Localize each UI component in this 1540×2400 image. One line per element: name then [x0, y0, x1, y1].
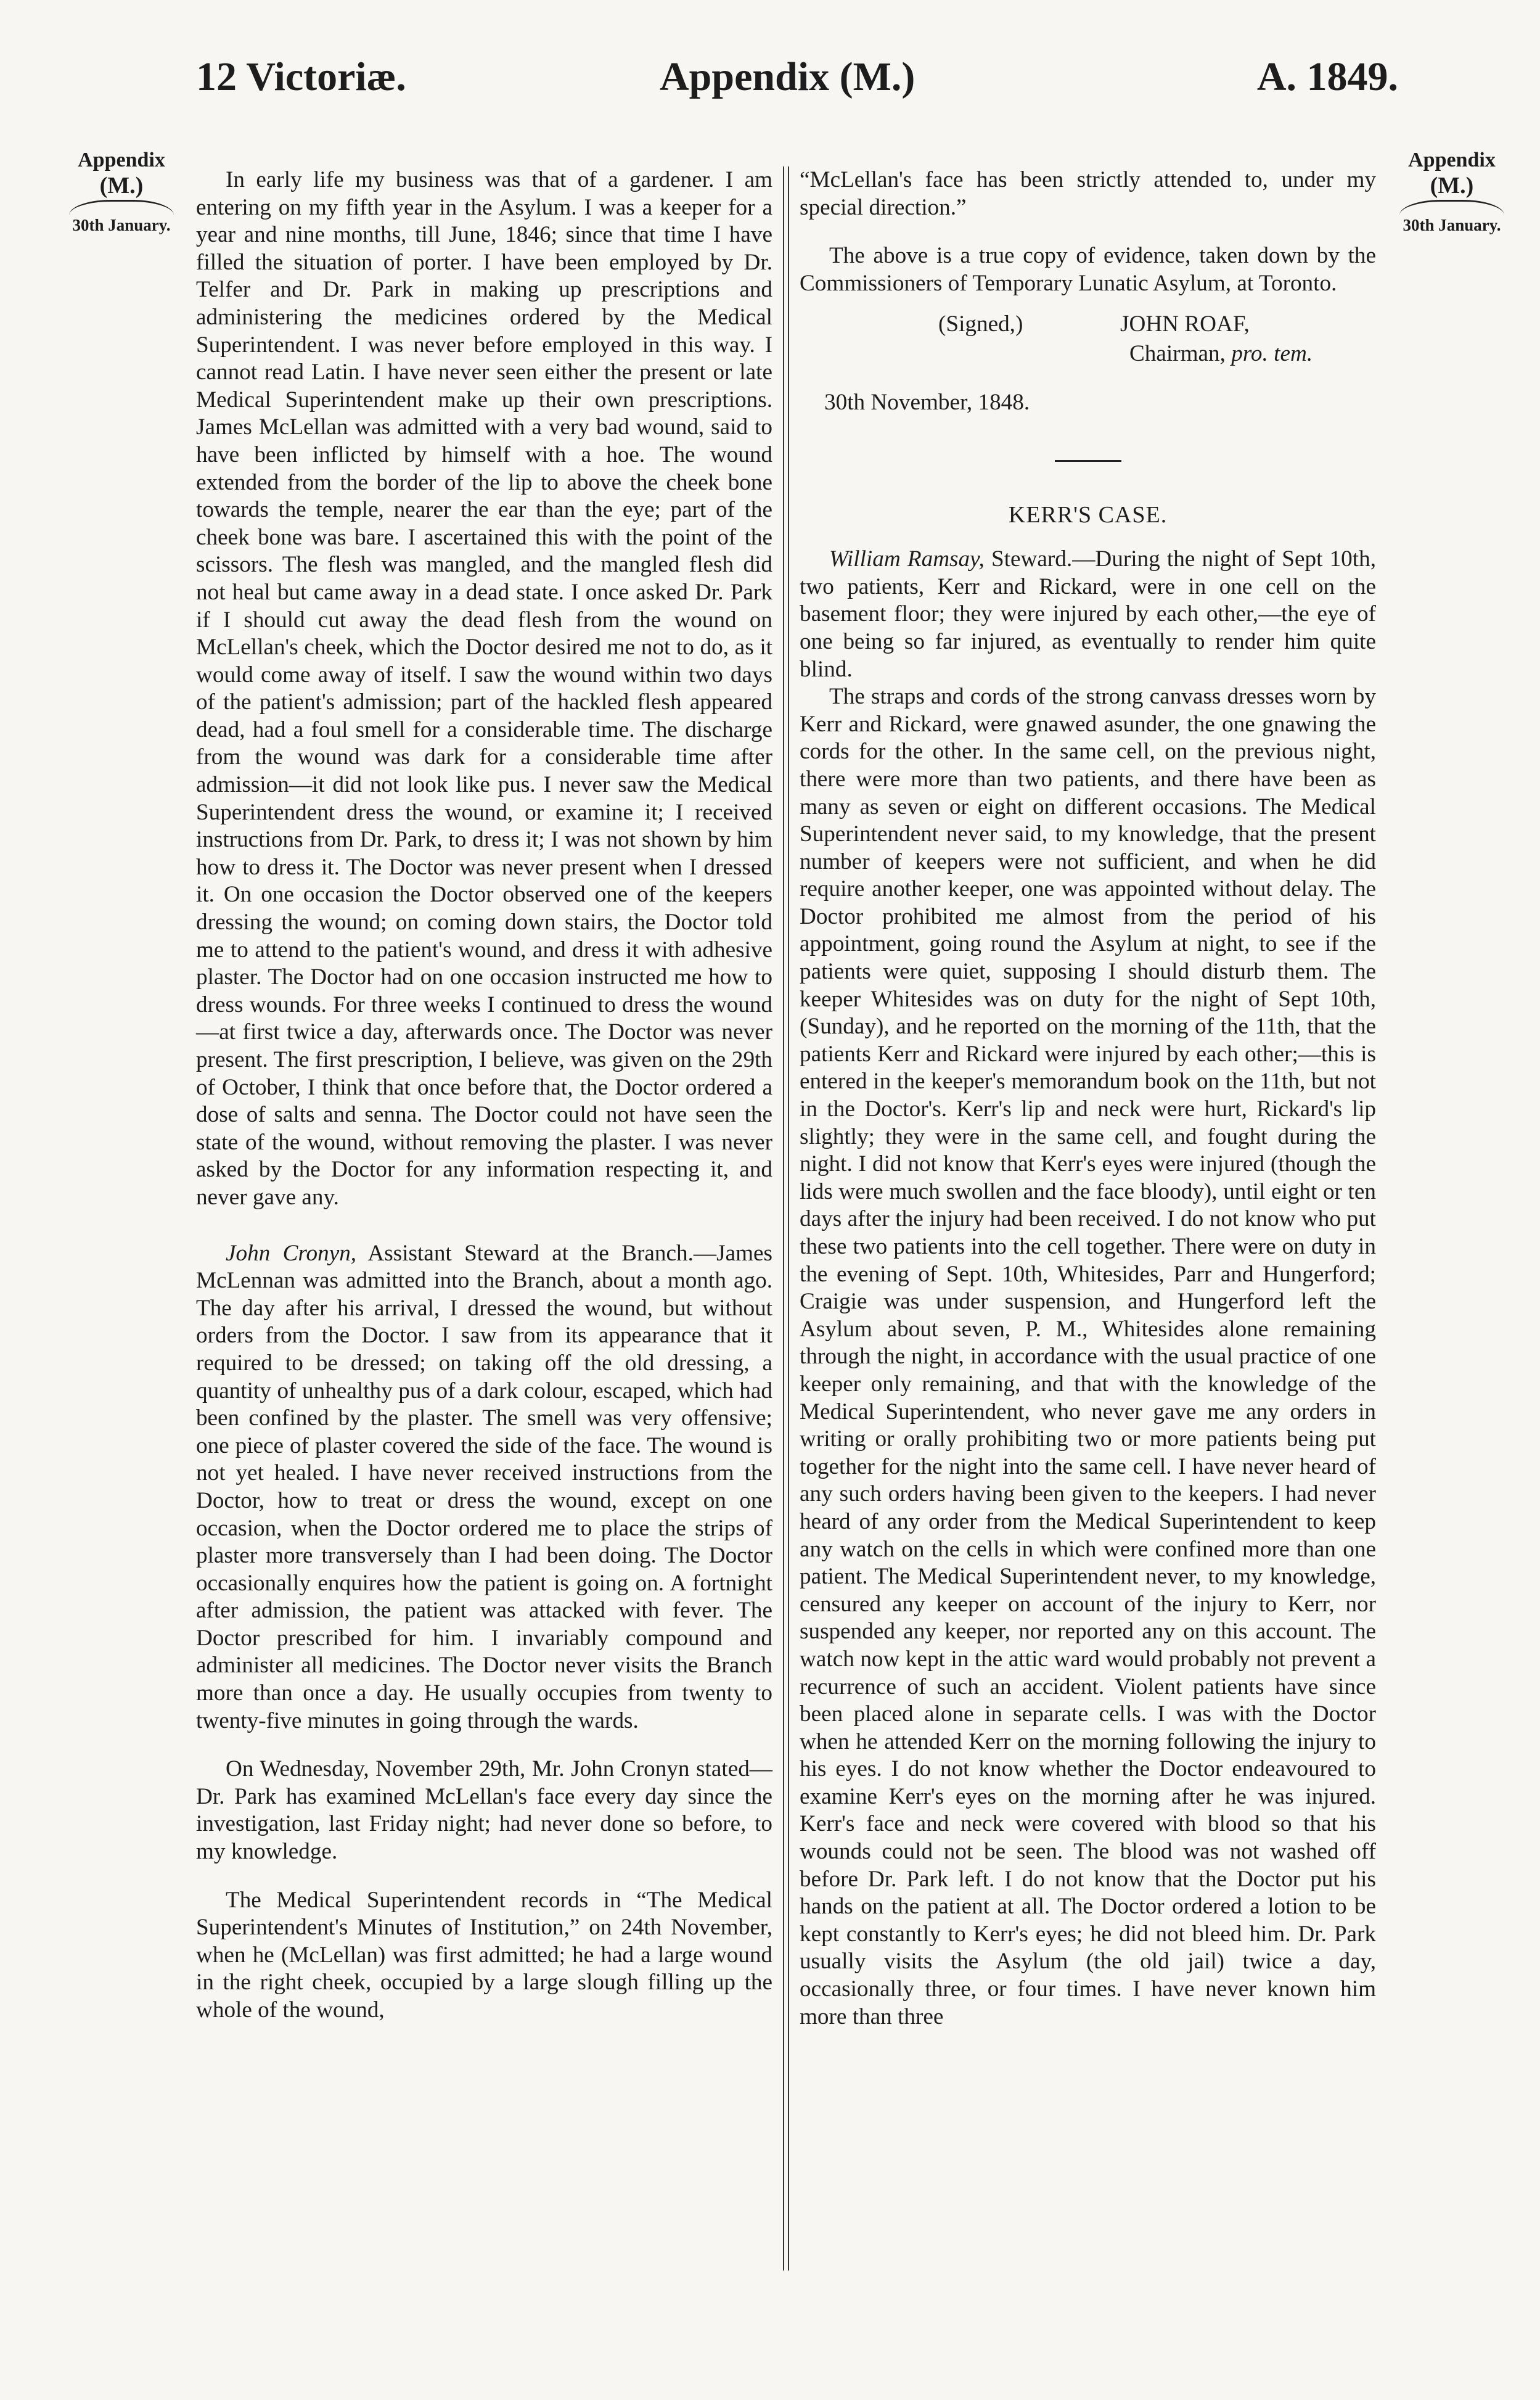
left-column [196, 166, 772, 2024]
margin-note-letter: (M.) [99, 173, 144, 199]
right-column [800, 166, 1376, 2031]
case-heading: KERR'S CASE. [1008, 501, 1168, 528]
testimony-paragraph: The straps and cords of the strong canvass dresses worn by Kerr and Rickard, were gnawed asunder, the one gnawing the cords for the other. In the same cell, on the previous night, there were more than two patients, and there have been as many as seven or eight on different occasions. The Medical Superintendent never said, to my knowledge, that the present number of keepers were not sufficient, and when he did require another keeper, one was appointed without delay. The Doctor prohibited me almost from the period of his appointment, going round the Asylum at night, to see if the patients were quiet, supposing I should disturb them. The keeper Whitesides was on duty for the night of Sept 10th, (Sunday), and he reported on the morning of the 11th, that the patients Kerr and Rickard were injured by each other;—this is entered in the keeper's memorandum book on the 11th, but not in the Doctor's. Kerr's lip and neck were hurt, Rickard's lip slightly; they were in the same cell, and fought during the night. I did not know that Kerr's eyes were injured (though the lids were much swollen and the face bloody), until eight or ten days after the injury had been received. I do not know who put these two patients into the cell together. There were on duty in the evening of Sept. 10th, Whitesides, Parr and Hungerford; Craigie was under suspension, and Hungerford left the Asylum about seven, P. M., Whitesides alone remaining through the night, in accordance with the usual practice of one keeper only remaining, and that with the knowledge of the Medical Superintendent, who never gave me any orders in writing or orally prohibiting two or more patients being put together for the night into the same cell. I have never heard of any such orders having been given to the keepers. I had never heard of any order from the Medical Superintendent to keep any watch on the cells in which were confined more than one patient. The Medical Superintendent never, to my knowledge, censured any keeper on account of the injury to Kerr, nor suspended any keeper, nor reported any on this account. The watch now kept in the attic ward would probably not prevent a recurrence of such an accident. Violent patients have since been placed alone in separate cells. I was with the Doctor when he attended Kerr on the morning following the injury to his eyes. I do not know whether the Doctor endeavoured to examine Kerr's eyes on the morning after he was injured. Kerr's face and neck were covered with blood so that his wounds could not be seen. The blood was not washed off before Dr. Park left. I do not know that the Doctor put his hands on the patient at all. The Doctor ordered a lotion to be kept constantly to Kerr's eyes; he did not bleed him. Dr. Park usually visits the Asylum (the old jail) twice a day, occasionally three, or four times. I have never known him more than three [800, 684, 1376, 2029]
title-suffix: pro. tem. [1231, 341, 1313, 367]
ramsay-testimony [800, 546, 1376, 683]
section-rule [1055, 460, 1121, 462]
certification-statement: The above is a true copy of evidence, taken down by the Commissioners of Temporary Lunatic Asylum, at Toronto. [800, 243, 1376, 296]
witness-name: William Ramsay, [829, 546, 985, 572]
document-date: 30th November, 1848. [824, 389, 1030, 415]
signatory-name: JOHN ROAF, [1120, 311, 1250, 337]
superintendent-record: The Medical Superintendent records in “The Medical Superintendent's Minutes of Institution,” on 24th November, when he (McLellan) was first admitted; he had a large wound in the right cheek, occupied by a large slough filling up the whole of the wound, [196, 1887, 772, 2023]
testimony-paragraph: In early life my business was that of a gardener. I am entering on my fifth year in the Asylum. I was a keeper for a year and nine months, till June, 1846; since that time I have filled the situation of porter. I have been employed by Dr. Telfer and Dr. Park in making up prescriptions and administering the medicines ordered by the Medical Superintendent. I was never before employed in this way. I cannot read Latin. I have never seen either the present or late Medical Superintendent make up their own prescriptions. James McLellan was admitted with a very bad wound, said to have been inflicted by himself with a hoe. The wound extended from the border of the lip to above the cheek bone towards the temple, nearer the ear than the eye; part of the cheek bone was bare. I ascertained this with the point of the scissors. The flesh was mangled, and the mangled flesh did not heal but came away in a dead state. I once asked Dr. Park if I should cut away the dead flesh from the wound on McLellan's cheek, which the Doctor desired me not to do, as it would come away of itself. I saw the wound within two days of the patient's admission; part of the hackled flesh appeared dead, had a foul smell for a considerable time. The discharge from the wound was dark for a considerable time after admission—it did not look like pus. I never saw the Medical Superintendent dress the wound, or examine it; I received instructions from Dr. Park, to dress it; I was not shown by him how to dress it. The Doctor was never present when I dressed it. On one occasion the Doctor observed one of the keepers dressing the wound; on coming down stairs, the Doctor told me to attend to the patient's wound, and dress it with adhesive plaster. The Doctor had on one occasion instructed me how to dress wounds. For three weeks I continued to dress the wound—at first twice a day, afterwards once. The Doctor was never present. The first prescription, I believe, was given on the 29th of October, I think that once before that, the Doctor ordered a dose of salts and senna. The Doctor could not have seen the state of the wound, without removing the plaster. I was never asked by the Doctor for any information respecting it, and never gave any. [196, 167, 772, 1210]
signed-label: (Signed,) [938, 311, 1023, 337]
cronyn-statement: On Wednesday, November 29th, Mr. John Cronyn stated—Dr. Park has examined McLellan's face every day since the investigation, last Friday night; had never done so before, to my knowledge. [196, 1756, 772, 1865]
margin-note-date: 30th January. [72, 216, 171, 234]
signatory-title [1129, 340, 1376, 368]
margin-brace [1399, 200, 1504, 215]
margin-note-right [1381, 148, 1523, 235]
signature-row [800, 311, 1376, 340]
page-header [0, 49, 1540, 105]
cronyn-testimony [196, 1240, 772, 1735]
testimony-text: Steward.—During the night of Sept 10th, two patients, Kerr and Rickard, were in one cell on the basement floor; they were injured by each other,—the eye of one being so far injured, as eventually to render him quite blind. [800, 546, 1376, 682]
header-session: 12 Victoriæ. [196, 54, 406, 99]
witness-name: John Cronyn, [226, 1240, 357, 1266]
margin-brace [69, 200, 174, 215]
testimony-text: Assistant Steward at the Branch.—James McLennan was admitted into the Branch, about a month ago. The day after his arrival, I dressed the wound, but without orders from the Doctor. I saw from its appearance that it required to be dressed; on taking off the old dressing, a quantity of unhealthy pus of a dark colour, escaped, which had been confined by the plaster. The smell was very offensive; one piece of plaster covered the side of the face. The wound is not yet healed. I have never received instructions from the Doctor, how to treat or dress the wound, except on one occasion, when the Doctor ordered me to place the strips of plaster more transversely than I had been doing. The Doctor occasionally enquires how the patient is going on. A fortnight after admission, the patient was attacked with fever. The Doctor prescribed for him. I invariably compound and administer all medicines. The Doctor never visits the Branch more than once a day. He usually occupies from twenty to twenty-five minutes in going through the wards. [196, 1240, 772, 1733]
quoted-record: “McLellan's face has been strictly attended to, under my special direction.” [800, 167, 1376, 220]
margin-note-letter: (M.) [1430, 173, 1474, 199]
header-appendix: Appendix (M.) [660, 54, 915, 99]
margin-note-word: Appendix [1408, 149, 1496, 171]
column-divider [783, 166, 789, 2271]
margin-note-word: Appendix [78, 149, 165, 171]
margin-note-left [51, 148, 192, 235]
title-prefix: Chairman, [1129, 341, 1232, 367]
margin-note-date: 30th January. [1403, 216, 1501, 234]
header-year: A. 1849. [1256, 54, 1398, 99]
